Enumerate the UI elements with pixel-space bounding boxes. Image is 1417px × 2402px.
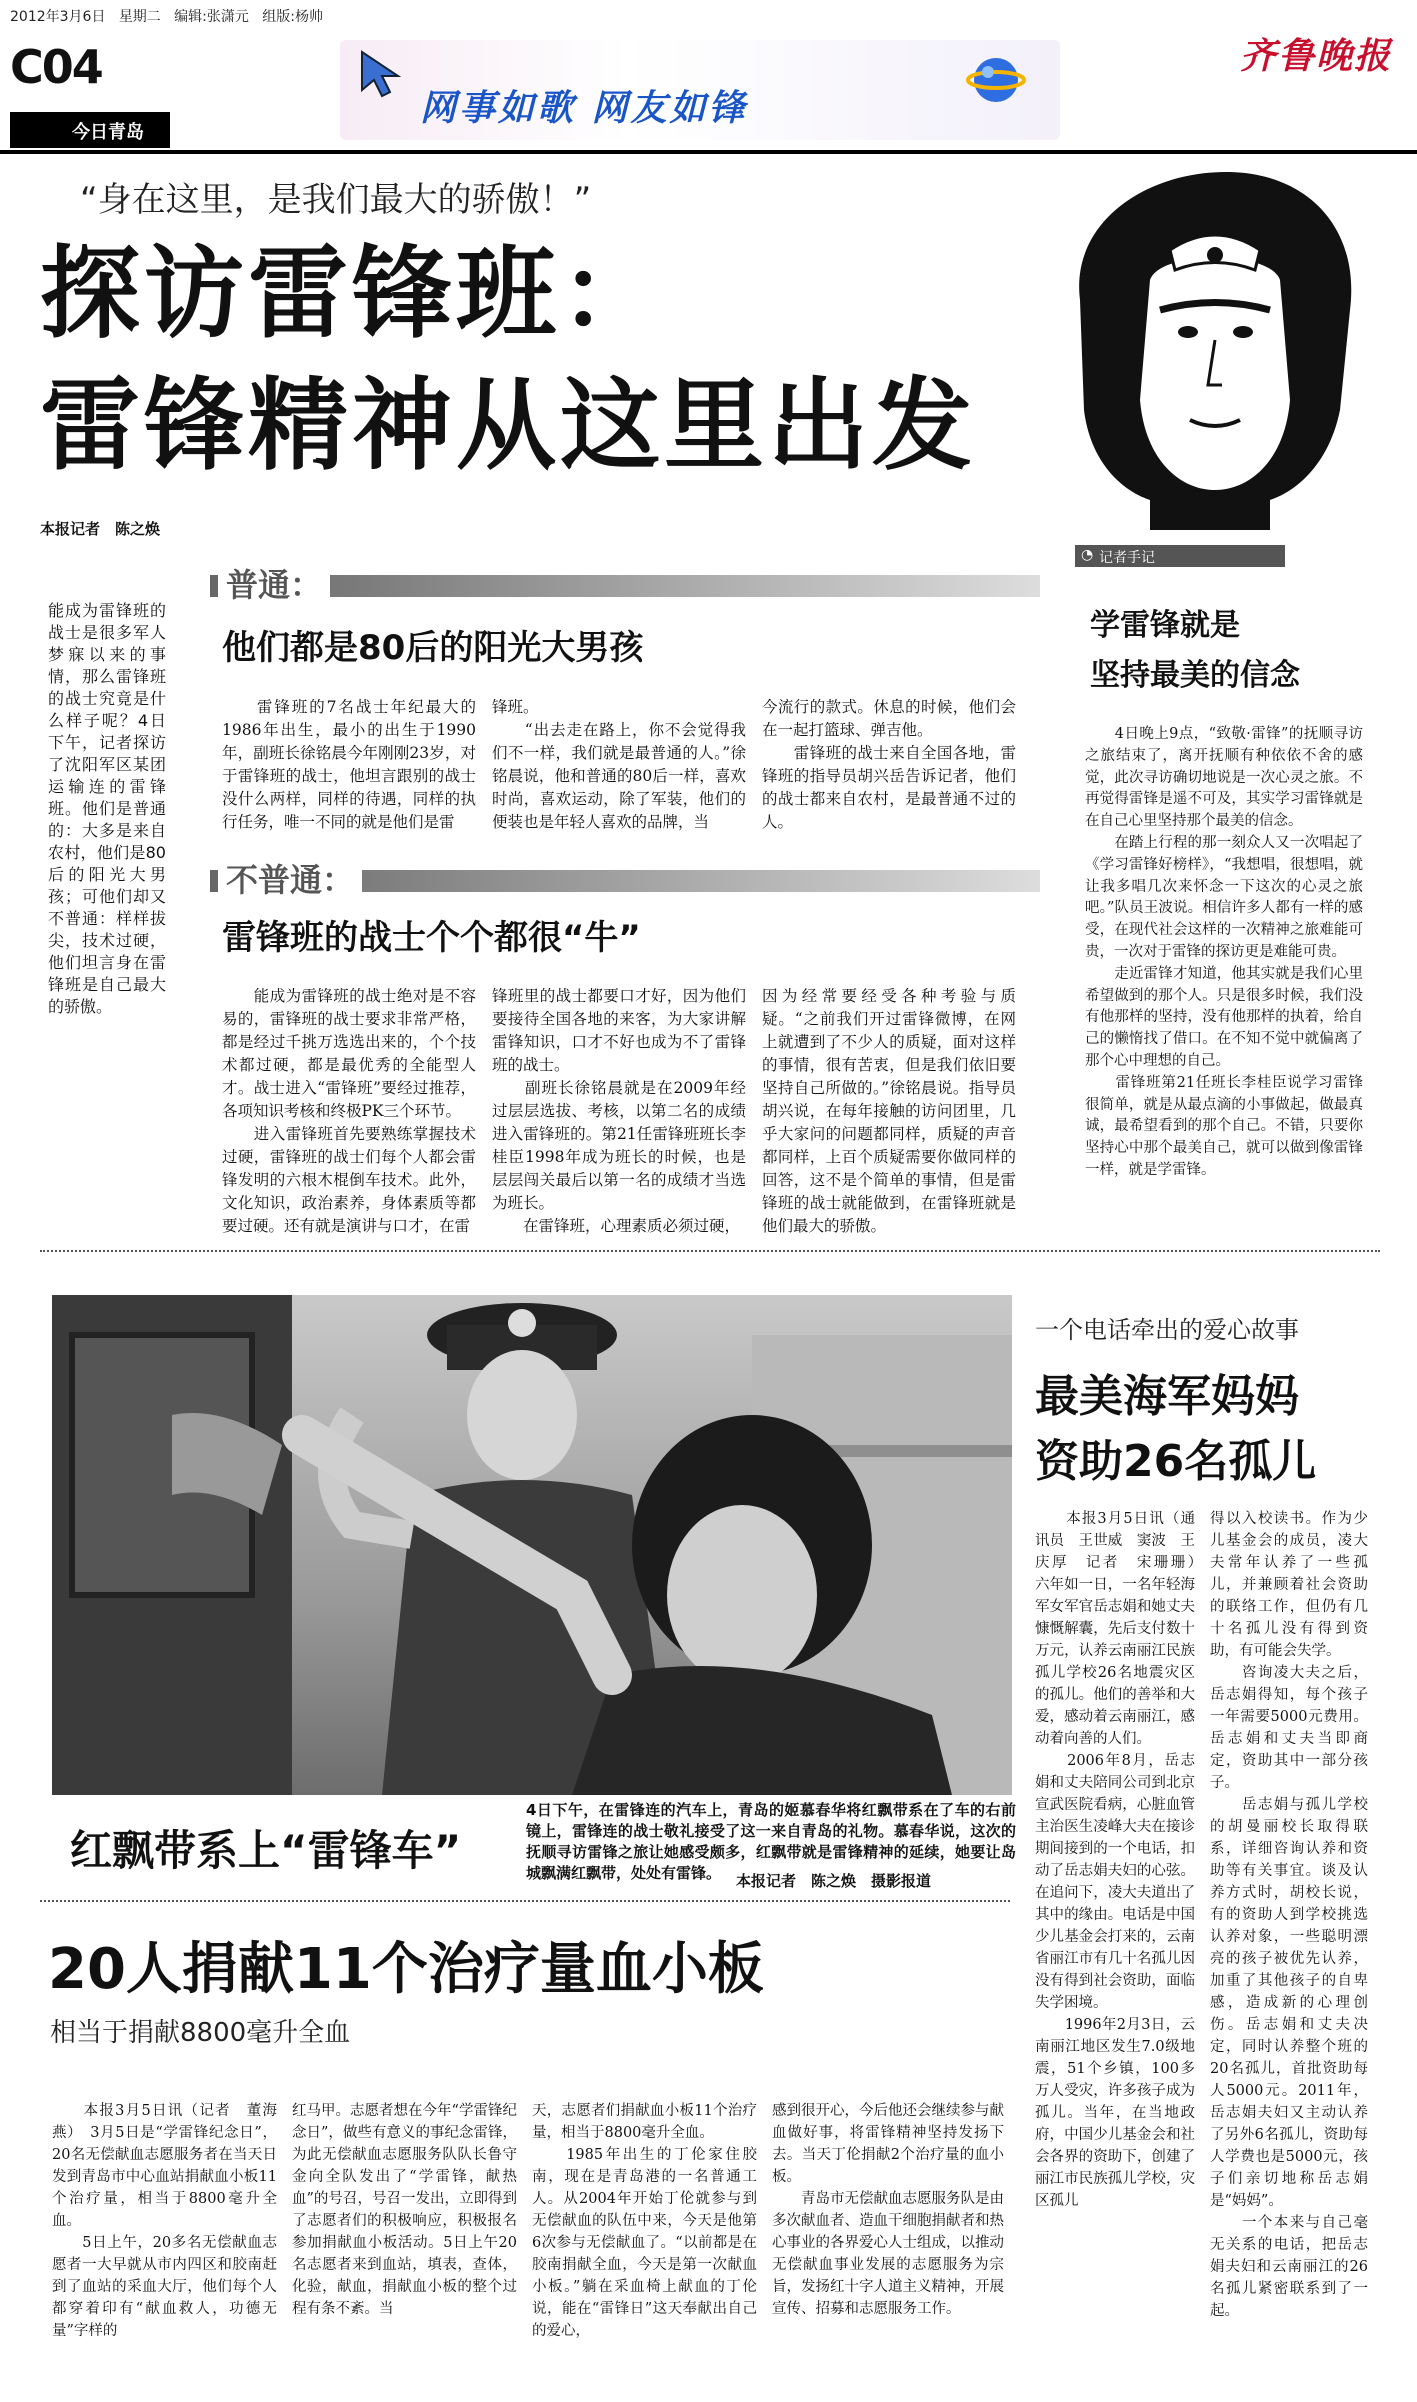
platelet-col1: 本报3月5日讯（记者 董海燕） 3月5日是“学雷锋纪念日”，20名无偿献血志愿服务者在当天日发到青岛市中心血站捐献血小板11个治疗量，相当于8800毫升全血。 5日上午，20多名无偿献血志愿者一大早就从市内四区和胶南赶到了血站的采血大厅，他们每个人都穿着印有“献血救人，功德无量”字样的 bbox=[52, 2103, 277, 2339]
section-label: 今日青岛 bbox=[72, 122, 144, 143]
platelet-col2: 红马甲。志愿者想在今年“学雷锋纪念日”，做些有意义的事纪念雷锋，为此无偿献血志愿服务队队长鲁守金向全队发出了“学雷锋，献热血”的号召，号召一发出，立即得到了志愿者们的积极响应，积极报名参加捐献血小板活动。5日上午20名志愿者来到血站，填表，查体，化验，献血，捐献血小板的整个过程有条不紊。当 bbox=[292, 2103, 517, 2317]
part1-tag: 普通： bbox=[218, 560, 330, 606]
brand-logo: 齐鲁晚报 bbox=[1240, 36, 1393, 77]
part2-subhead: 雷锋班的战士个个都很“牛” bbox=[222, 918, 641, 958]
navy-title-2: 资助26名孤儿 bbox=[1035, 1436, 1317, 1487]
photo-credit: 本报记者 陈之焕 摄影报道 bbox=[736, 1872, 932, 1890]
platelet-title: 20人捐献11个治疗量血小板 bbox=[48, 1937, 764, 2002]
lead-end-rule bbox=[40, 1250, 1380, 1252]
lead-headline-2: 雷锋精神从这里出发 bbox=[40, 367, 976, 484]
issue-date: 2012年3月6日 bbox=[10, 9, 106, 25]
lead-intro: 能成为雷锋班的战士是很多军人梦寐以来的事情，那么雷锋班的战士究竟是什么样子呢？4日下午，记者探访了沈阳军区某团运输连的雷锋班。他们是普通的：大多是来自农村，他们是80后的阳光大男孩；可他们却又不普通：样样拔尖，技术过硬，他们坦言身在雷锋班是自己最大的骄傲。 bbox=[48, 601, 166, 1016]
issue-weekday: 星期二 bbox=[118, 9, 161, 25]
part1-col3: 今流行的款式。休息的时候，他们会在一起打篮球、弹吉他。 雷锋班的战士来自全国各地，雷锋班的指导员胡兴岳告诉记者，他们的战士都来自农村，是最普通不过的人。 bbox=[762, 698, 1016, 831]
lead-kicker: “身在这里，是我们最大的骄傲！” bbox=[80, 180, 592, 220]
banner-text: 网事如歌 网友如锋 bbox=[420, 88, 748, 129]
lead-byline: 本报记者 陈之焕 bbox=[40, 520, 161, 538]
part2-col2: 锋班里的战士都要口才好，因为他们要接待全国各地的来客，为大家讲解雷锋知识，口才不好也成为不了雷锋班的战士。 副班长徐铭晨就是在2009年经过层层选拔、考核，以第二名的成绩进入雷锋班的。第21任雷锋班班长李桂臣1998年成为班长的时候，也是层层闯关最后以第一名的成绩才当选为班长。 在雷锋班，心理素质必须过硬， bbox=[492, 987, 746, 1235]
photo-title: 红飘带系上“雷锋车” bbox=[70, 1826, 462, 1875]
masthead-rule bbox=[0, 150, 1417, 154]
navy-title-1: 最美海军妈妈 bbox=[1035, 1371, 1299, 1422]
section-label-bar bbox=[10, 112, 170, 148]
part2-tag: 不普通： bbox=[218, 855, 362, 901]
navy-col1: 本报3月5日讯（通讯员 王世威 窦波 王庆厚 记者 宋珊珊） 六年如一日，一名年轻海军女军官岳志娟和她丈夫慷慨解囊，先后支付数十万元，认养云南丽江民族孤儿学校26名地震灾区的孤儿。他们的善举和大爱，感动着云南丽江，感动着向善的人们。 2006年8月，岳志娟和丈夫陪同公司到北京宣武医院看病，心脏血管主治医生凌峰大夫在接诊期间接到的一个电话，扣动了岳志娟夫妇的心弦。在追问下，凌大夫道出了其中的缘由。电话是中国少儿基金会打来的，云南省丽江市有几十名孤儿因没有得到社会资助，面临失学困境。 1996年2月3日，云南丽江地区发生7.0级地震，51个乡镇，100多万人受灾，许多孩子成为孤儿。当年，在当地政府，中国少儿基金会和社会各界的资助下，创建了丽江市民族孤儿学校，灾区孤儿 bbox=[1035, 1511, 1195, 2209]
navy-kicker: 一个电话牵出的爱心故事 bbox=[1035, 1316, 1299, 1344]
part1-bar bbox=[210, 575, 1040, 597]
sidebar-label: 记者手记 bbox=[1099, 550, 1155, 566]
cursor-icon bbox=[360, 50, 420, 98]
sidebar-title-1: 学雷锋就是 bbox=[1090, 608, 1240, 643]
navy-col2: 得以入校读书。作为少儿基金会的成员，凌大夫常年认养了一些孤儿，并兼顾着社会资助的联络工作，但仍有几十名孤儿没有得到资助，有可能会失学。 咨询凌大夫之后，岳志娟得知，每个孩子一年需要5000元费用。岳志娟和丈夫当即商定，资助其中一部分孩子。 岳志娟与孤儿学校的胡曼丽校长取得联系，详细咨询认养和资助等有关事宜。谈及认养方式时，胡校长说，有的资助人到学校挑选认养对象，一些聪明漂亮的孩子被优先认养，加重了其他孩子的自卑感，造成新的心理创伤。岳志娟和丈夫决定，同时认养整个班的20名孤儿，首批资助每人5000元。2011年，岳志娟夫妇又主动认养了另外6名孤儿，资助每人学费也是5000元，孩子们亲切地称岳志娟是“妈妈”。 一个本来与自己毫无关系的电话，把岳志娟夫妇和云南丽江的26名孤儿紧密联系到了一起。 bbox=[1210, 1511, 1368, 2319]
platelet-col3: 天，志愿者们捐献血小板11个治疗量，相当于8800毫升全血。 1985年出生的丁伦家住胶南，现在是青岛港的一名普通工人。从2004年开始丁伦就参与到无偿献血的队伍中来，今天是他第6次参与无偿献血了。“以前都是在胶南捐献全血，今天是第一次献血小板。”躺在采血椅上献血的丁伦说，能在“雷锋日”这天奉献出自己的爱心， bbox=[532, 2103, 757, 2339]
sidebar-label-bar bbox=[1075, 545, 1285, 567]
sidebar-title-2: 坚持最美的信念 bbox=[1090, 658, 1300, 693]
masthead-info bbox=[10, 6, 323, 26]
notebook-icon: ◔ bbox=[1081, 547, 1094, 563]
ribbon-photo bbox=[52, 1295, 1012, 1795]
platelet-col4: 感到很开心，今后他还会继续参与献血做好事，将雷锋精神坚持发扬下去。当天丁伦捐献2个治疗量的血小板。 青岛市无偿献血志愿服务队是由多次献血者、造血干细胞捐献者和热心事业的各界爱心人士组成，以推动无偿献血事业发展的志愿服务为宗旨，发扬红十字人道主义精神，开展宣传、招募和志愿服务工作。 bbox=[772, 2103, 1004, 2317]
page-code: C04 bbox=[10, 40, 102, 94]
part1-col2: 锋班。 “出去走在路上，你不会觉得我们不一样，我们就是最普通的人。”徐铭晨说，他和普通的80后一样，喜欢时尚，喜欢运动，除了军装，他们的便装也是年轻人喜欢的品牌，当 bbox=[492, 698, 746, 831]
lead-headline-1: 探访雷锋班： bbox=[40, 235, 664, 352]
part1-subhead: 他们都是80后的阳光大男孩 bbox=[222, 628, 644, 668]
banner bbox=[340, 40, 1060, 140]
layout-credit: 组版:杨帅 bbox=[262, 9, 323, 25]
platelet-subtitle: 相当于捐献8800毫升全血 bbox=[50, 2018, 351, 2048]
lei-feng-portrait bbox=[1040, 160, 1380, 530]
part2-col1: 能成为雷锋班的战士绝对是不容易的，雷锋班的战士要求非常严格，都是经过千挑万选选出来的，个个技术都过硬，都是最优秀的全能型人才。战士进入“雷锋班”要经过推荐，各项知识考核和终极PK三个环节。 进入雷锋班首先要熟练掌握技术过硬，雷锋班的战士们每个人都会雷锋发明的六根木棍倒车技术。此外，文化知识，政治素养，身体素质等都要过硬。还有就是演讲与口才，在雷 bbox=[222, 987, 476, 1235]
globe-icon bbox=[966, 48, 1026, 108]
photo-caption: 4日下午，在雷锋连的汽车上，青岛的姬慕春华将红飘带系在了车的右前镜上，雷锋连的战士敬礼接受了这一来自青岛的礼物。慕春华说，这次的抚顺寻访雷锋之旅让她感受颇多，红飘带就是雷锋精神的延续，她要让岛城飘满红飘带，处处有雷锋。 bbox=[526, 1801, 1016, 1882]
part1-col1: 雷锋班的7名战士年纪最大的1986年出生，最小的出生于1990年，副班长徐铭晨今年刚刚23岁，对于雷锋班的战士，他坦言跟别的战士没什么两样，同样的待遇，同样的执行任务，唯一不同的就是他们是雷 bbox=[222, 698, 476, 831]
editor-credit: 编辑:张潇元 bbox=[174, 9, 249, 25]
platelet-top-rule bbox=[40, 1900, 1010, 1902]
sidebar-body: 4日晚上9点，“致敬·雷锋”的抚顺寻访之旅结束了，离开抚顺有种依依不舍的感觉，此次寻访确切地说是一次心灵之旅。不再觉得雷锋是遥不可及，其实学习雷锋就是在自己心里坚持那个最美的信念。 在踏上行程的那一刻众人又一次唱起了《学习雷锋好榜样》，“我想唱，很想唱，就让我多唱几次来怀念一下这次的心灵之旅吧。”队员王波说。相信许多人都有一样的感受，在现代社会这样的一次精神之旅难能可贵，一次对于雷锋的探访更是难能可贵。 走近雷锋才知道，他其实就是我们心里希望做到的那个人。只是很多时候，我们没有他那样的坚持，没有他那样的执着，给自己的懒惰找了借口。在不知不觉中就偏离了那个心中理想的自己。 雷锋班第21任班长李桂臣说学习雷锋很简单，就是从最点滴的小事做起，做最真诚，最希望看到的那个自己。不错，只要你坚持心中那个最美自己，就可以做到像雷锋一样，就是学雷锋。 bbox=[1085, 726, 1363, 1178]
part2-col3: 因为经常要经受各种考验与质疑。“之前我们开过雷锋微博，在网上就遭到了不少人的质疑，面对这样的事情，很有苦衷，但是我们依旧要坚持自己所做的。”徐铭晨说。指导员胡兴说，在每年接触的访问团里，几乎大家问的问题都同样，质疑的声音都同样，上百个质疑需要你做同样的回答，这不是个简单的事情，但是雷锋班的战士就能做到，在雷锋班就是他们最大的骄傲。 bbox=[762, 987, 1016, 1235]
